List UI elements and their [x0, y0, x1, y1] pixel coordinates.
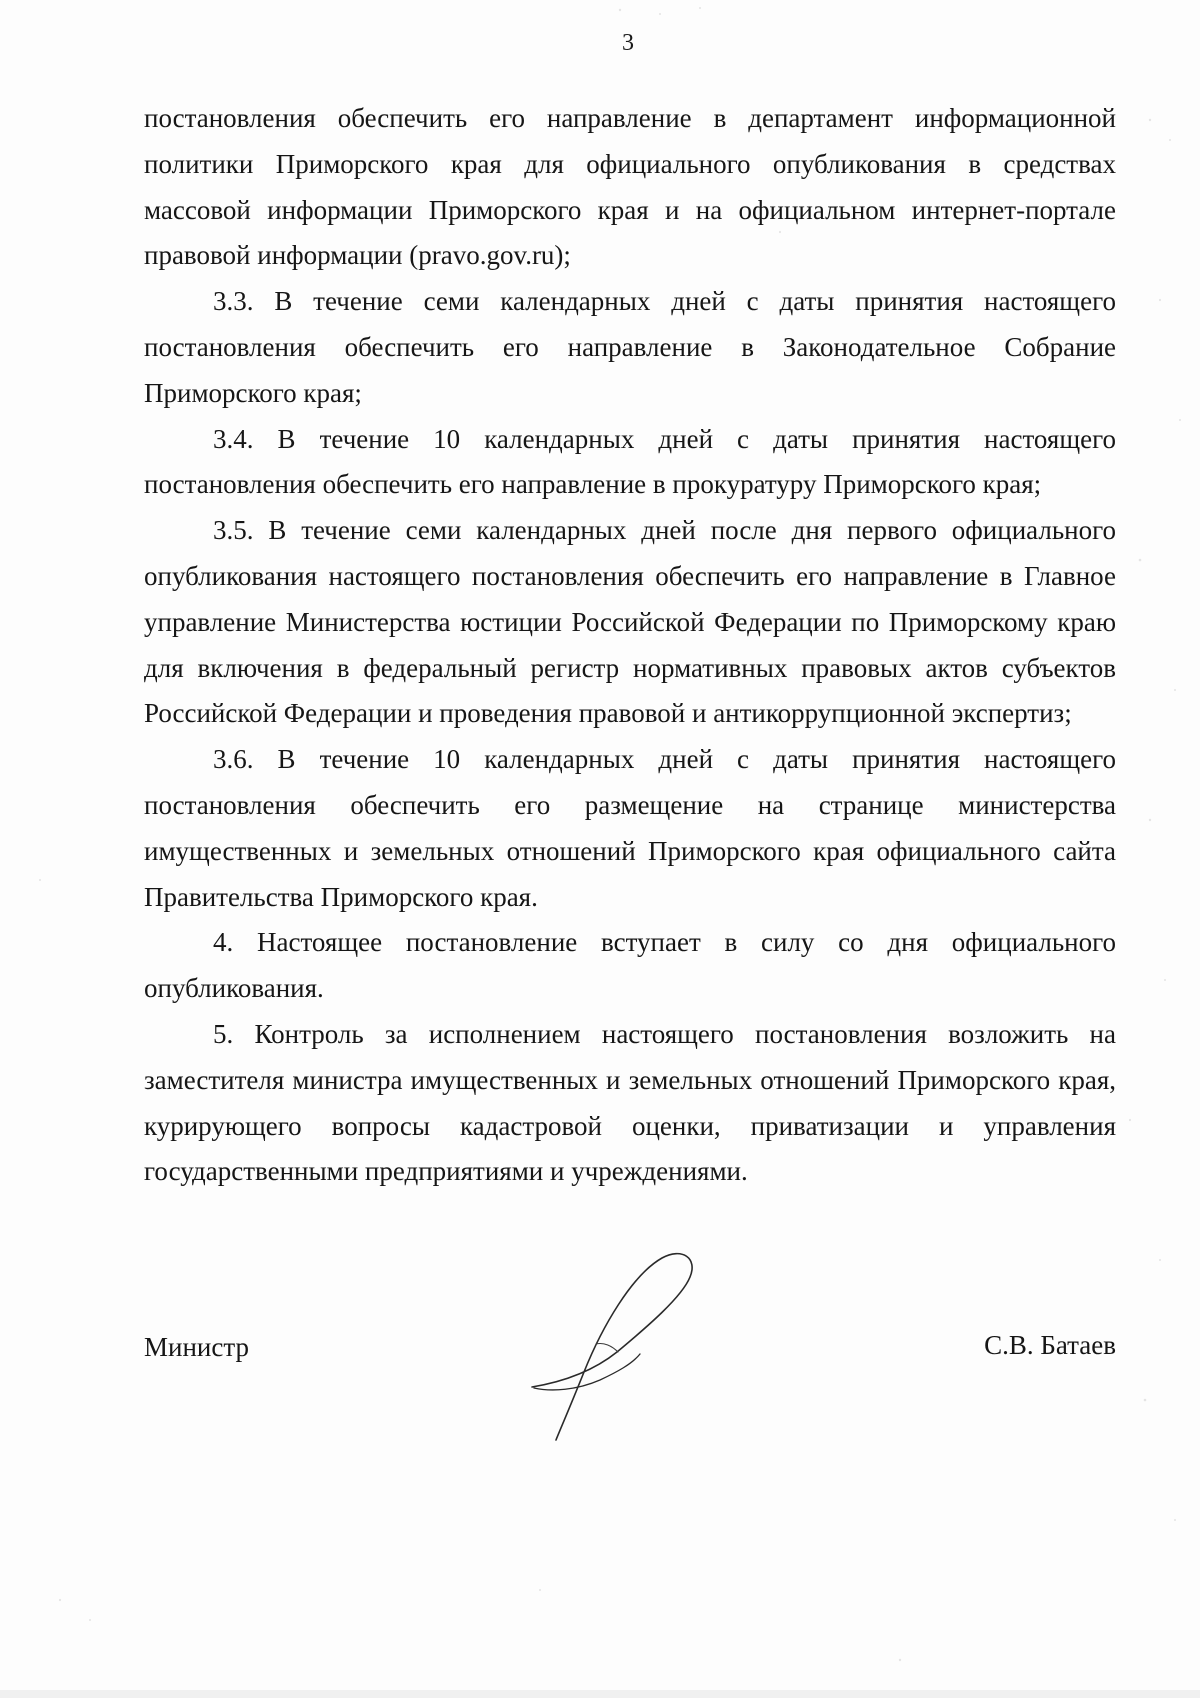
- signatory-name: С.В. Батаев: [984, 1330, 1116, 1360]
- paragraph-3-3: 3.3. В течение семи календарных дней с даты принятия настоящего постановления обеспечить его направление в Законодательное Собрание Приморского края;: [144, 286, 1116, 408]
- paragraph-3-4: 3.4. В течение 10 календарных дней с даты принятия настоящего постановления обеспечить его направление в прокуратуру Приморского края;: [144, 423, 1116, 500]
- document-body: [144, 96, 1116, 1195]
- paragraph-3-6: 3.6. В течение 10 календарных дней с даты принятия настоящего постановления обеспечить его размещение на странице министерства имущественных и земельных отношений Приморского края официального сайта Правительства Приморского края.: [144, 744, 1116, 912]
- signatory-title: Министр: [144, 1332, 249, 1362]
- signature-block: [144, 1332, 1116, 1532]
- paragraph-continuation: постановления обеспечить его направление в департамент информационной политики Приморского края для официального опубликования в средствах массовой информации Приморского края и на официальном интернет-портале правовой информации (pravo.gov.ru);: [144, 103, 1116, 271]
- paragraph-4: 4. Настоящее постановление вступает в силу со дня официального опубликования.: [144, 927, 1116, 1004]
- page-number: 3: [622, 30, 634, 56]
- handwritten-signature: [522, 1242, 712, 1442]
- paragraph-3-5: 3.5. В течение семи календарных дней после дня первого официального опубликования настоящего постановления обеспечить его направление в Главное управление Министерства юстиции Российской Федерации по Приморскому краю для включения в федеральный регистр нормативных правовых актов субъектов Российской Федерации и проведения правовой и антикоррупционной экспертиз;: [144, 515, 1116, 729]
- paragraph-5: 5. Контроль за исполнением настоящего постановления возложить на заместителя министра имущественных и земельных отношений Приморского края, курирующего вопросы кадастровой оценки, приватизации и управления государственными предприятиями и учреждениями.: [144, 1018, 1116, 1187]
